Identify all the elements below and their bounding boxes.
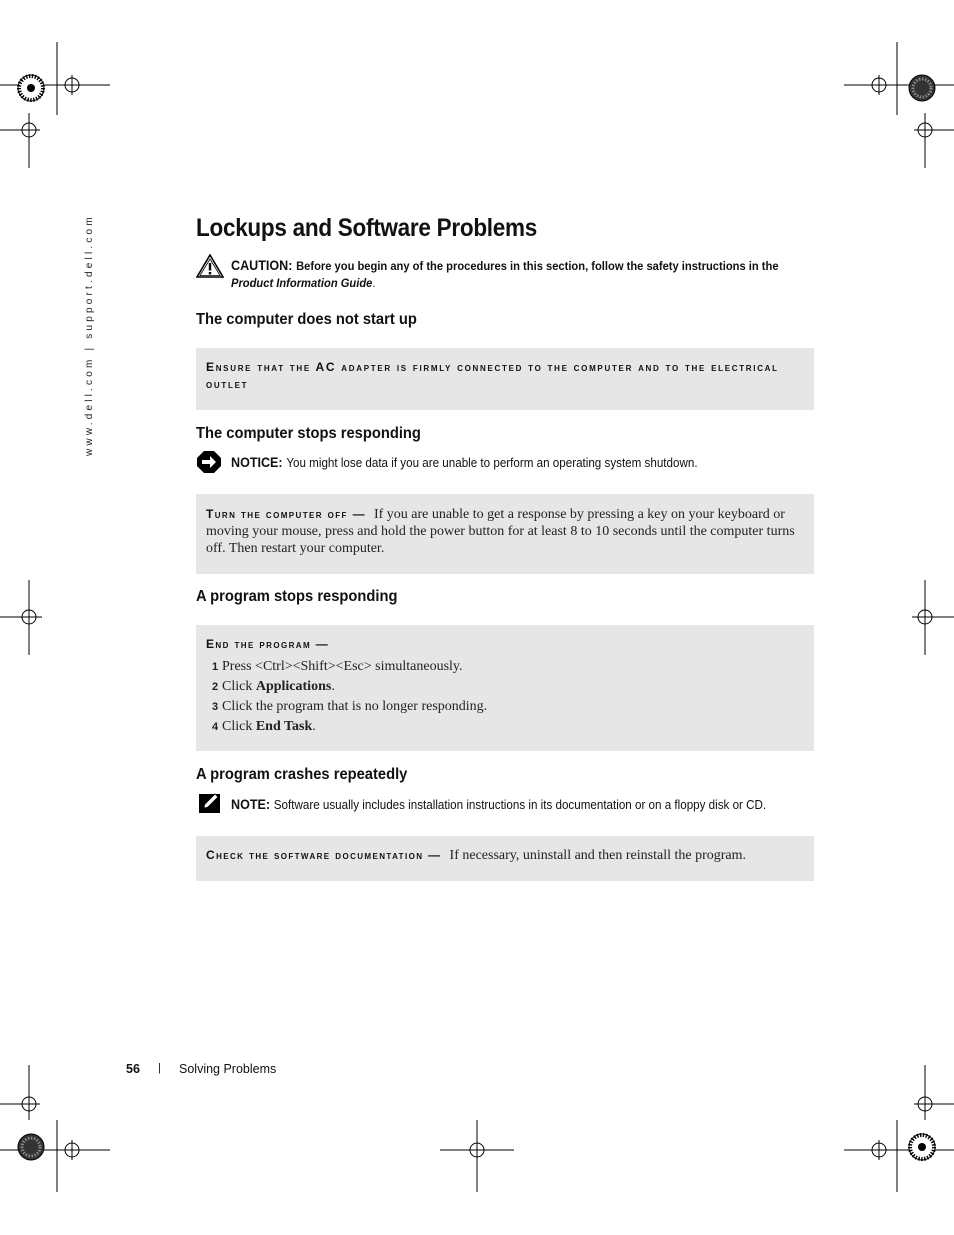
list-item — [212, 677, 804, 697]
solution-box-end-program — [196, 625, 814, 751]
notice-label: NOTICE: — [231, 455, 283, 470]
section-heading-program-crashes: A program crashes repeatedly — [196, 766, 408, 783]
crop-mark-icon — [440, 1120, 514, 1192]
caution-guide-link: Product Information Guide — [231, 276, 373, 290]
step-number: 3 — [212, 701, 219, 713]
notice-alert — [196, 450, 816, 474]
crop-mark-icon — [0, 1065, 110, 1192]
step-text: Press <Ctrl><Shift><Esc> simultaneously. — [222, 659, 463, 674]
side-url: www.dell.com | support.dell.com — [84, 214, 95, 456]
section-heading-start-up: The computer does not start up — [196, 311, 417, 328]
solution-title-adapter-1: Ensure that the AC adapter is firmly connected to the computer and to the electrical — [206, 360, 779, 374]
note-text: Software usually includes installation instructions in its documentation or on a floppy disk or CD. — [273, 798, 767, 812]
note-label: NOTE: — [231, 797, 271, 812]
ui-term-applications: Applications — [255, 679, 332, 694]
footer-separator: | — [158, 1062, 161, 1074]
page-title: Lockups and Software Problems — [196, 214, 538, 242]
notice-stop-icon — [196, 450, 222, 479]
registration-target-icon — [18, 1134, 44, 1160]
caution-end: . — [372, 276, 376, 290]
registration-target-icon — [909, 75, 935, 101]
list-item — [212, 697, 804, 717]
caution-text: Before you begin any of the procedures in this section, follow the safety instructions in the — [296, 259, 779, 273]
note-pencil-icon — [199, 792, 221, 819]
step-text-end: . — [312, 719, 316, 734]
list-item — [212, 657, 804, 677]
solution-box-turn-off — [196, 494, 814, 574]
crop-mark-icon — [0, 42, 110, 168]
steps-list — [206, 657, 804, 737]
solution-title-end-program: End the program — — [206, 637, 330, 651]
solution-title-adapter-2: outlet — [206, 377, 249, 391]
solution-text-turn-off: If you are unable to get a response by pressing a key on your keyboard or moving your mouse, press and hold the power button for at least 8 to 10 seconds until the computer turns off. Then restart your computer. — [206, 507, 795, 556]
ui-term-end-task: End Task — [255, 719, 313, 734]
step-number: 1 — [212, 661, 219, 673]
step-number: 4 — [212, 721, 219, 733]
step-text: Click the program that is no longer responding. — [222, 699, 488, 714]
section-heading-program-stops: A program stops responding — [196, 588, 398, 605]
solution-text-documentation: If necessary, uninstall and then reinstall the program. — [449, 848, 747, 863]
solution-title-turn-off: Turn the computer off — — [206, 507, 366, 521]
crop-mark-icon — [844, 42, 954, 168]
caution-label: CAUTION: — [231, 258, 293, 273]
footer-section-title: Solving Problems — [179, 1062, 277, 1076]
solution-box-documentation — [196, 836, 814, 881]
note-alert — [196, 792, 816, 816]
step-number: 2 — [212, 681, 219, 693]
section-heading-stops-responding: The computer stops responding — [196, 425, 421, 442]
step-text: Click — [222, 719, 256, 734]
step-text-end: . — [331, 679, 335, 694]
notice-text: You might lose data if you are unable to perform an operating system shutdown. — [286, 456, 698, 470]
registration-target-icon — [18, 75, 44, 101]
solution-box-adapter — [196, 348, 814, 410]
caution-alert — [196, 254, 816, 294]
caution-triangle-icon — [196, 254, 224, 283]
list-item — [212, 717, 804, 737]
registration-target-icon — [909, 1134, 935, 1160]
step-text: Click — [222, 679, 256, 694]
page-number: 56 — [126, 1062, 140, 1076]
solution-title-documentation: Check the software documentation — — [206, 848, 442, 862]
crop-mark-icon — [844, 1065, 954, 1192]
